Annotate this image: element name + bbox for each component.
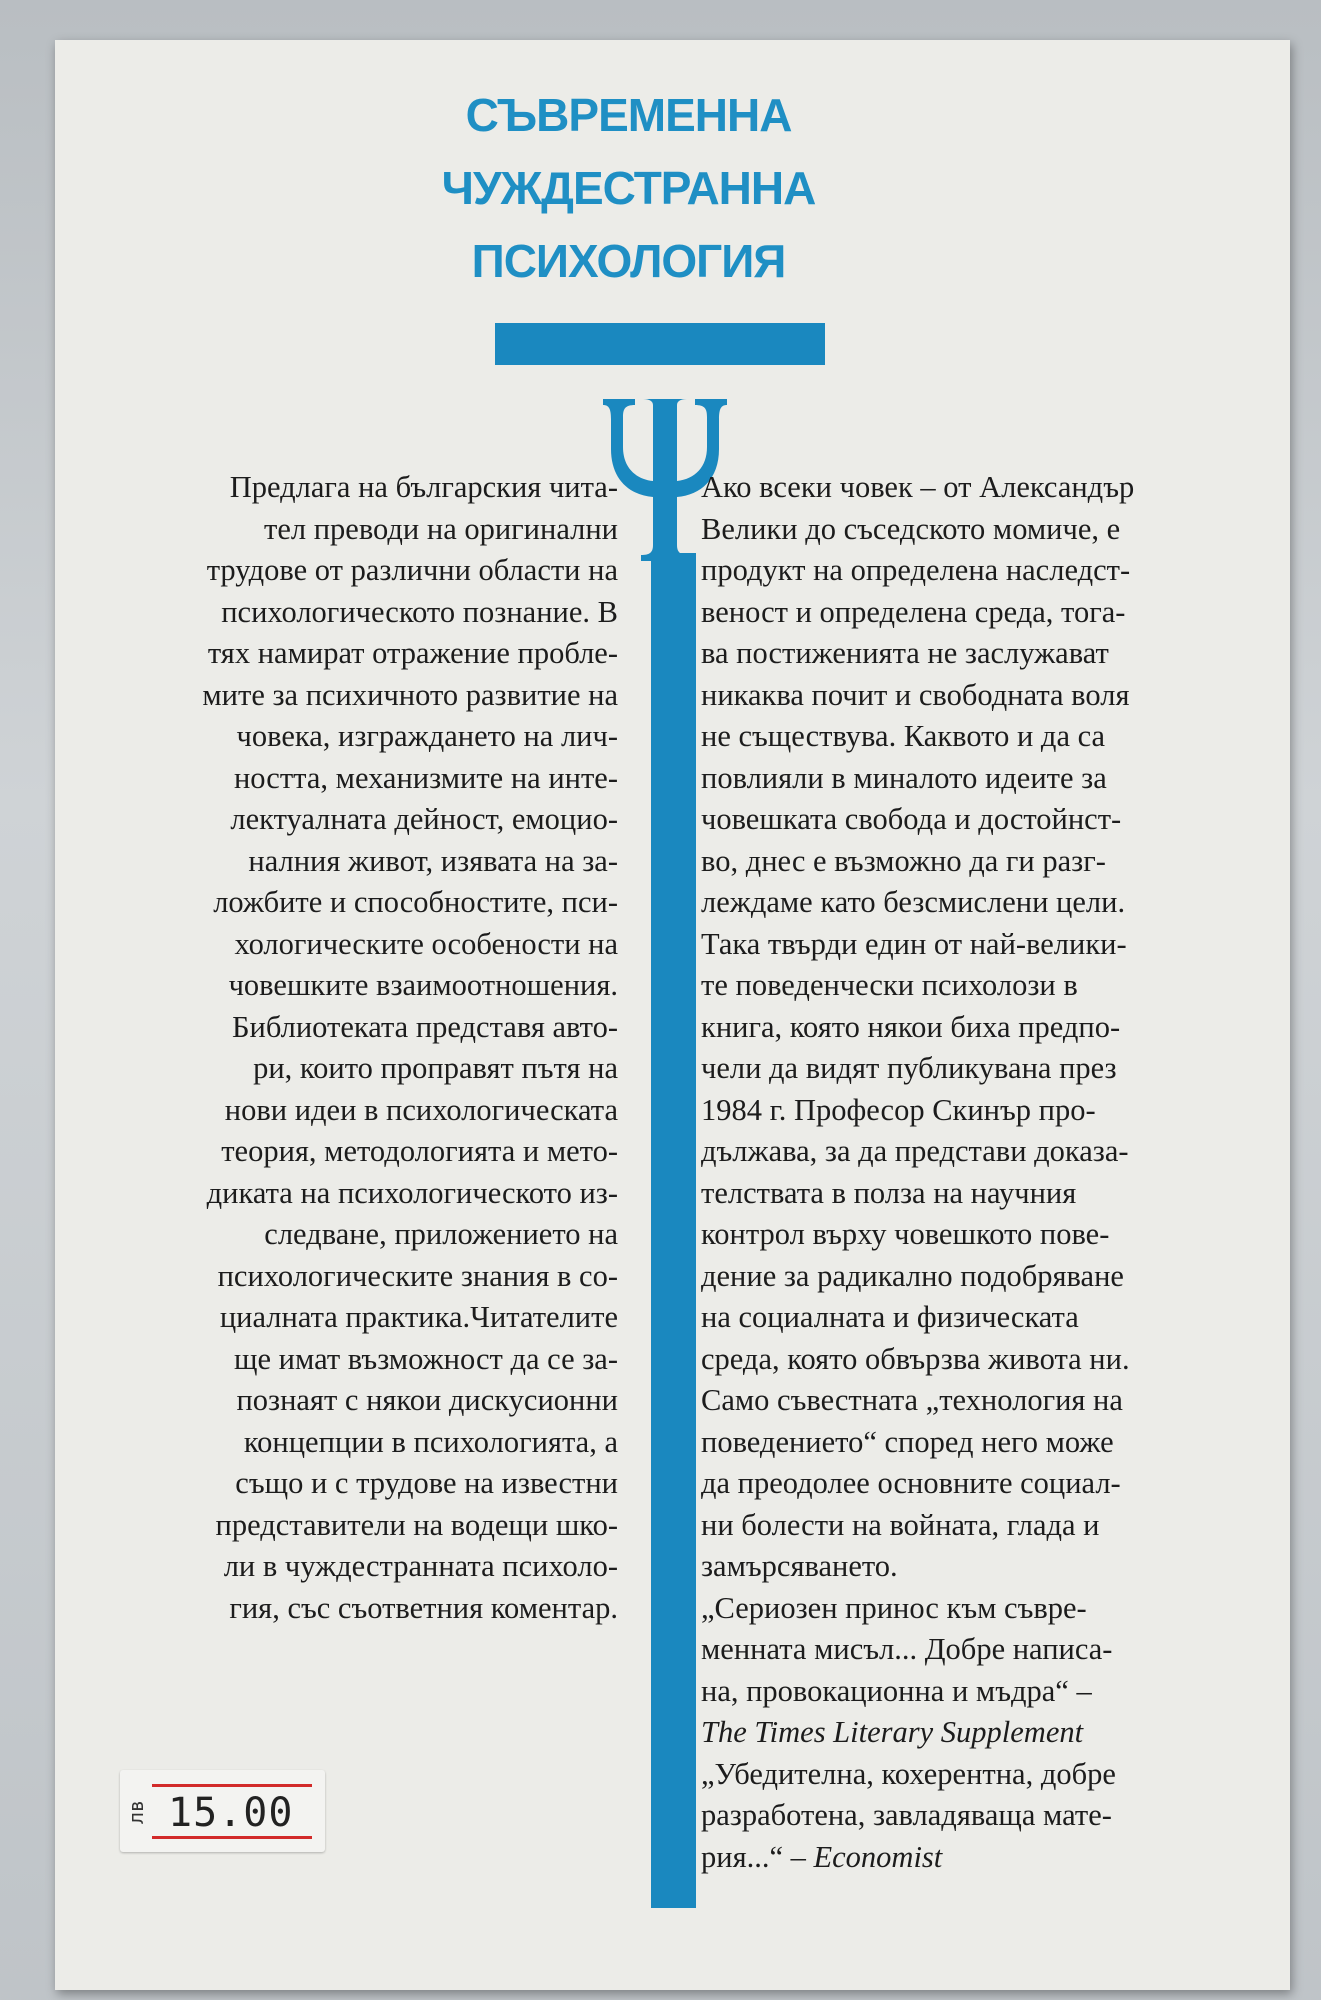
text-line: психологическите знания в со-	[217, 1258, 618, 1293]
text-line: дължава, за да представи доказа-	[701, 1134, 1129, 1168]
text-line: ни болести на войната, глада и	[701, 1507, 1100, 1542]
text-line: циалната практика.Читателите	[219, 1300, 618, 1334]
quote-source: Economist	[813, 1839, 943, 1874]
price-currency: лв	[124, 1799, 149, 1825]
text-line: теория, методологията и мето-	[221, 1134, 618, 1168]
text-line: ва постиженията не заслужават	[701, 636, 1109, 670]
text-line: ложбите и способностите, пси-	[213, 885, 618, 919]
sticker-rule	[152, 1784, 312, 1787]
text-line: книга, която някои биха предпо-	[701, 1009, 1121, 1044]
text-line: веност и определена среда, тога-	[701, 594, 1126, 629]
text-line: тях намират отражение пробле-	[207, 636, 618, 670]
text-line: мите за психичното развитие на	[202, 677, 618, 712]
text-line: човешките взаимоотношения.	[228, 968, 618, 1002]
text-line: ността, механизмите на инте-	[233, 760, 618, 795]
series-title-line-1: СЪВРЕМЕННА	[465, 89, 792, 141]
text-line: следване, приложението на	[264, 1217, 618, 1251]
book-blurb	[701, 467, 1216, 1878]
text-line: на социалната и физическата	[701, 1300, 1079, 1334]
series-title-line-3: ПСИХОЛОГИЯ	[471, 235, 786, 287]
text-line: среда, която обвързва живота ни.	[701, 1341, 1130, 1376]
text-line: Ако всеки човек – от Александър	[701, 470, 1135, 504]
text-line	[701, 1837, 1216, 1879]
text-line: Предлага на българския чита-	[229, 470, 618, 504]
text-line: човека, изграждането на лич-	[236, 719, 618, 753]
text-line: диката на психологическото из-	[206, 1175, 618, 1210]
text-line: Така твърди един от най-велики-	[701, 926, 1127, 961]
text-line: представители на водещи шко-	[215, 1507, 618, 1542]
vertical-divider-bar	[651, 553, 696, 1908]
sticker-rule	[152, 1836, 312, 1839]
text-line: Велики до съседското момиче, е	[701, 511, 1121, 546]
text-line: хологическите особености на	[234, 926, 618, 961]
text-line: да преодолее основните социал-	[701, 1466, 1121, 1500]
text-line: гия, със съответния коментар.	[229, 1590, 618, 1625]
text-line: повлияли в миналото идеите за	[701, 760, 1107, 795]
title-underline-bar	[495, 323, 825, 365]
text-line: чели да видят публикувана през	[701, 1051, 1117, 1085]
text-line: налния живот, изявата на за-	[248, 843, 618, 878]
text-line: Библиотеката представя авто-	[232, 1009, 618, 1044]
text-line: те поведенчески психолози в	[701, 968, 1078, 1002]
quote-source: The Times Literary Supplement	[701, 1715, 1084, 1749]
text-line: тел преводи на оригинални	[264, 511, 618, 546]
text-line: ли в чуждестранната психоло-	[223, 1549, 618, 1583]
book-back-cover	[55, 40, 1290, 1990]
text-line: менната мисъл... Добре написа-	[701, 1632, 1113, 1666]
text-line: трудове от различни области на	[206, 553, 618, 587]
text-line: дение за радикално подобряване	[701, 1258, 1124, 1293]
text-line: ще имат възможност да се за-	[234, 1341, 618, 1376]
text-line: концепции в психологията, а	[243, 1424, 618, 1459]
text-line: лектуалната дейност, емоцио-	[230, 802, 618, 836]
text-line: нови идеи в психологическата	[224, 1092, 618, 1127]
price-sticker	[120, 1770, 325, 1852]
text-line: продукт на определена наследст-	[701, 553, 1131, 587]
text-line: ри, които проправят пътя на	[253, 1051, 618, 1085]
text-line: също и с трудове на известни	[235, 1466, 618, 1500]
quote-text: рия...“ –	[701, 1839, 814, 1874]
series-title-line-2: ЧУЖДЕСТРАННА	[441, 162, 816, 214]
text-line: не съществува. Каквото и да са	[701, 719, 1106, 753]
text-line: поведението“ според него може	[701, 1424, 1114, 1459]
text-line: на, провокационна и мъдра“ –	[701, 1673, 1092, 1708]
text-line: замърсяването.	[701, 1549, 898, 1583]
text-line: „Убедителна, кохерентна, добре	[701, 1756, 1116, 1791]
text-line: разработена, завладяваща мате-	[701, 1798, 1112, 1832]
text-line: 1984 г. Професор Скинър про-	[701, 1092, 1096, 1127]
text-line: „Сериозен принос към съвре-	[701, 1590, 1087, 1625]
text-line: Само съвестната „технология на	[701, 1383, 1123, 1417]
text-line: човешката свобода и достойнст-	[701, 802, 1122, 836]
text-line: никаква почит и свободната воля	[701, 677, 1130, 712]
series-description	[93, 467, 618, 1629]
text-line: контрол върху човешкото пове-	[701, 1217, 1110, 1251]
text-line: познаят с някои дискусионни	[236, 1383, 618, 1417]
text-line: во, днес е възможно да ги разг-	[701, 843, 1106, 878]
price-value: 15.00	[168, 1790, 294, 1836]
text-line: телствата в полза на научния	[701, 1175, 1077, 1210]
text-line: психологическото познание. В	[221, 594, 618, 629]
text-line: леждаме като безсмислени цели.	[701, 885, 1126, 919]
